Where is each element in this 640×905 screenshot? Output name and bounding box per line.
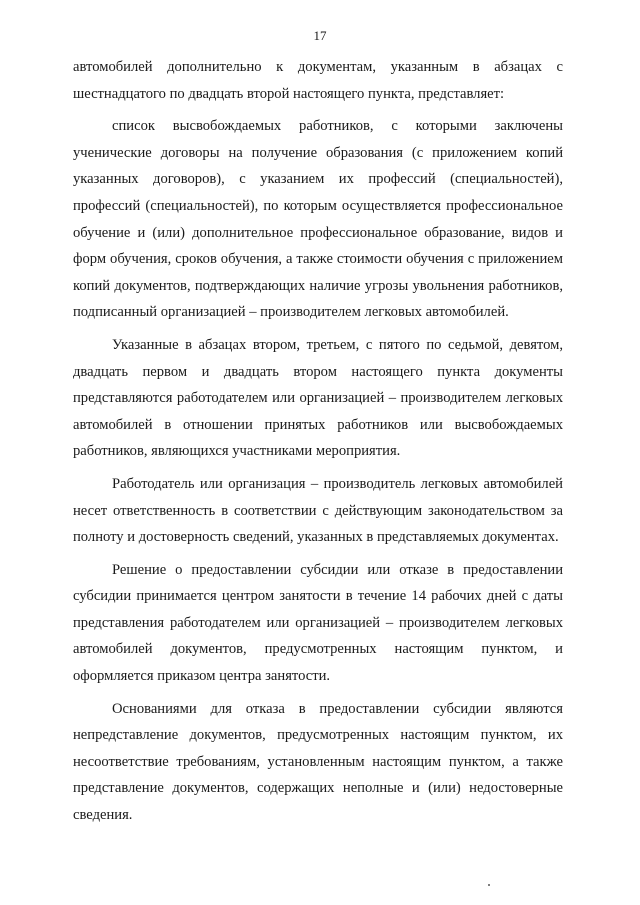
paragraph-5: Решение о предоставлении субсидии или отказе в предоставлении субсидии принимается центром занятости в течение 14 рабочих дней с даты представления работодателем или организацией – производителем легковых автомобилей документов, предусмотренных настоящим пунктом, и оформляется приказом центра занятости. [73, 561, 563, 685]
scan-speck [488, 884, 490, 886]
paragraph-3: Указанные в абзацах втором, третьем, с пятого по седьмой, девятом, двадцать первом и двадцать втором настоящего пункта документы представляются работодателем или организацией – производителем легковых автомобилей в отношении принятых работников или высвобождаемых работников, являющихся участниками мероприятия. [73, 336, 563, 460]
page-number: 17 [313, 28, 327, 43]
paragraph-2: список высвобождаемых работников, с которыми заключены ученические договоры на получение образования (с приложением копий указанных договоров), с указанием их профессий (специальностей), профессий (специальностей), по которым осуществляется профессиональное обучение и (или) дополнительное профессиональное образование, видов и форм обучения, сроков обучения, а также стоимости обучения с приложением копий документов, подтверждающих наличие угрозы увольнения работников, подписанный организацией – производителем легковых автомобилей. [73, 118, 563, 321]
paragraph-1: автомобилей дополнительно к документам, указанным в абзацах с шестнадцатого по двадцать второй настоящего пункта, представляет: [73, 59, 563, 102]
paragraph-4: Работодатель или организация – производитель легковых автомобилей несет ответственность в соответствии с действующим законодательством за полноту и достоверность сведений, указанных в представляемых документах. [73, 475, 563, 546]
document-body [73, 54, 563, 829]
paragraph-6: Основаниями для отказа в предоставлении субсидии являются непредставление документов, предусмотренных настоящим пунктом, их несоответствие требованиям, установленным настоящим пунктом, а также представление документов, содержащих неполные и (или) недостоверные сведения. [73, 700, 563, 824]
